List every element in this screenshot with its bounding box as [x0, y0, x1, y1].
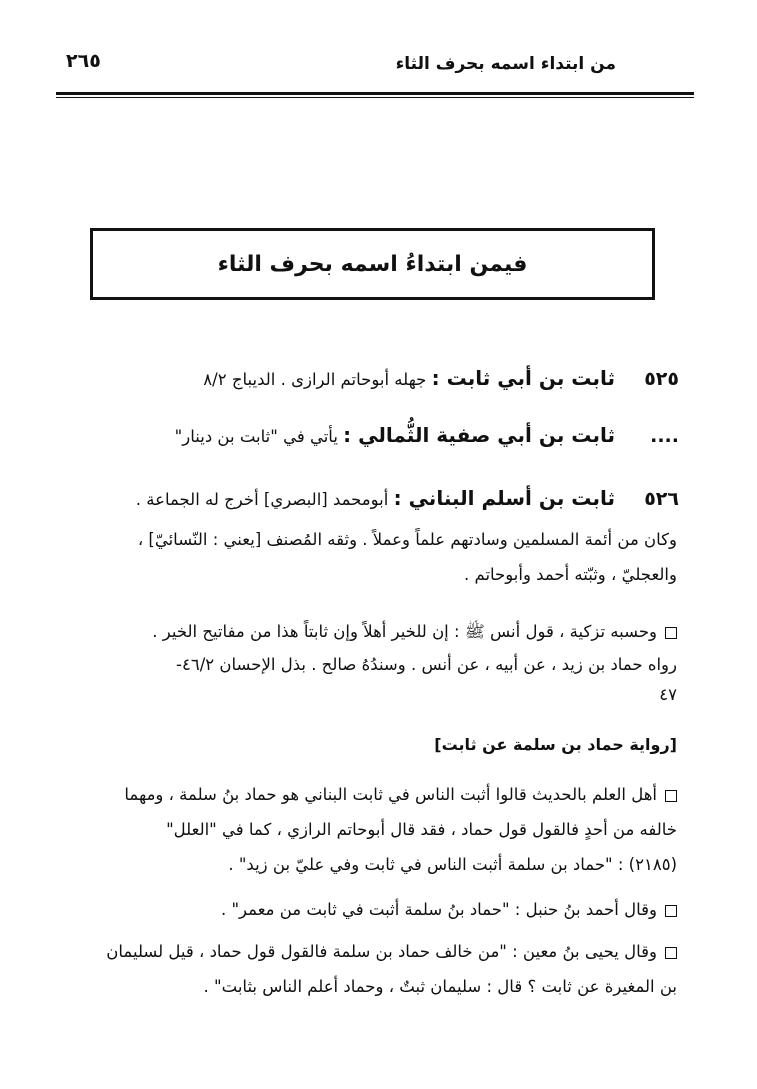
entry-name: ثابت بن أبي ثابت :	[431, 366, 615, 390]
bullet-square-icon	[665, 627, 677, 639]
note-line: أهل العلم بالحديث قالوا أثبت الناس في ثابت البناني هو حماد بنُ سلمة ، ومهما	[77, 785, 677, 804]
entry-text: جهله أبوحاتم الرازى . الديباج ٨/٢	[203, 370, 427, 389]
entry-cross-reference	[175, 423, 679, 447]
bullet-square-icon	[665, 947, 677, 959]
section-heading: [رواية حماد بن سلمة عن ثابت]	[434, 735, 677, 754]
note-line: وقال يحيى بنُ معين : "من خالف حماد بن سلمة فالقول قول حماد ، قيل لسليمان	[77, 942, 677, 961]
chapter-heading: فيمن ابتداءُ اسمه بحرف الثاء	[217, 251, 528, 277]
entry-name: ثابت بن أبي صفية الثُّمالي :	[343, 423, 615, 447]
entry-number: ....	[650, 425, 679, 447]
entry-526	[136, 486, 679, 510]
header-rule-thin	[56, 97, 694, 98]
chapter-heading-frame	[90, 228, 655, 300]
entry-text: يأتي في "ثابت بن دينار"	[174, 427, 338, 446]
note-line: وقال أحمد بنُ حنبل : "حماد بنُ سلمة أثبت في ثابت من معمر" .	[77, 900, 677, 919]
page-header	[56, 40, 696, 84]
entry-526-line2: وكان من أئمة المسلمين وسادتهم علماً وعملاً . وثقه المُصنف [يعني : النّسائيّ] ،	[137, 530, 677, 549]
bullet-square-icon	[665, 790, 677, 802]
note-line: وحسبه تزكية ، قول أنس ﷺ : إن للخير أهلاً وإن ثابتاً هذا من مفاتيح الخير .	[77, 622, 677, 646]
entry-525	[203, 366, 679, 390]
running-title: من ابتداء اسمه بحرف الثاء	[395, 54, 616, 74]
entry-number: ٥٢٦	[644, 488, 679, 510]
note-line: رواه حماد بن زيد ، عن أبيه ، عن أنس . وسندُهُ صالح . بذل الإحسان ٤٦/٢-	[176, 655, 677, 674]
entry-text: أبومحمد [البصري] أخرج له الجماعة .	[135, 490, 389, 509]
note-line: ٤٧	[659, 685, 677, 704]
note-line: خالفه من أحدٍ فالقول قول حماد ، فقد قال أبوحاتم الرازي ، كما في "العلل"	[166, 820, 677, 839]
note-line: بن المغيرة عن ثابت ؟ قال : سليمان ثبتٌ ، وحماد أعلم الناس بثابت" .	[203, 977, 677, 996]
note-line: (٢١٨٥) : "حماد بن سلمة أثبت الناس في ثابت وفي عليّ بن زيد" .	[228, 855, 677, 874]
header-rule-thick	[56, 92, 694, 95]
page-number: ٢٦٥	[66, 50, 101, 72]
entry-name: ثابت بن أسلم البناني :	[393, 486, 615, 510]
bullet-square-icon	[665, 905, 677, 917]
entry-number: ٥٢٥	[644, 368, 679, 390]
entry-526-line3: والعجليّ ، وثبّته أحمد وأبوحاتم .	[463, 565, 677, 584]
